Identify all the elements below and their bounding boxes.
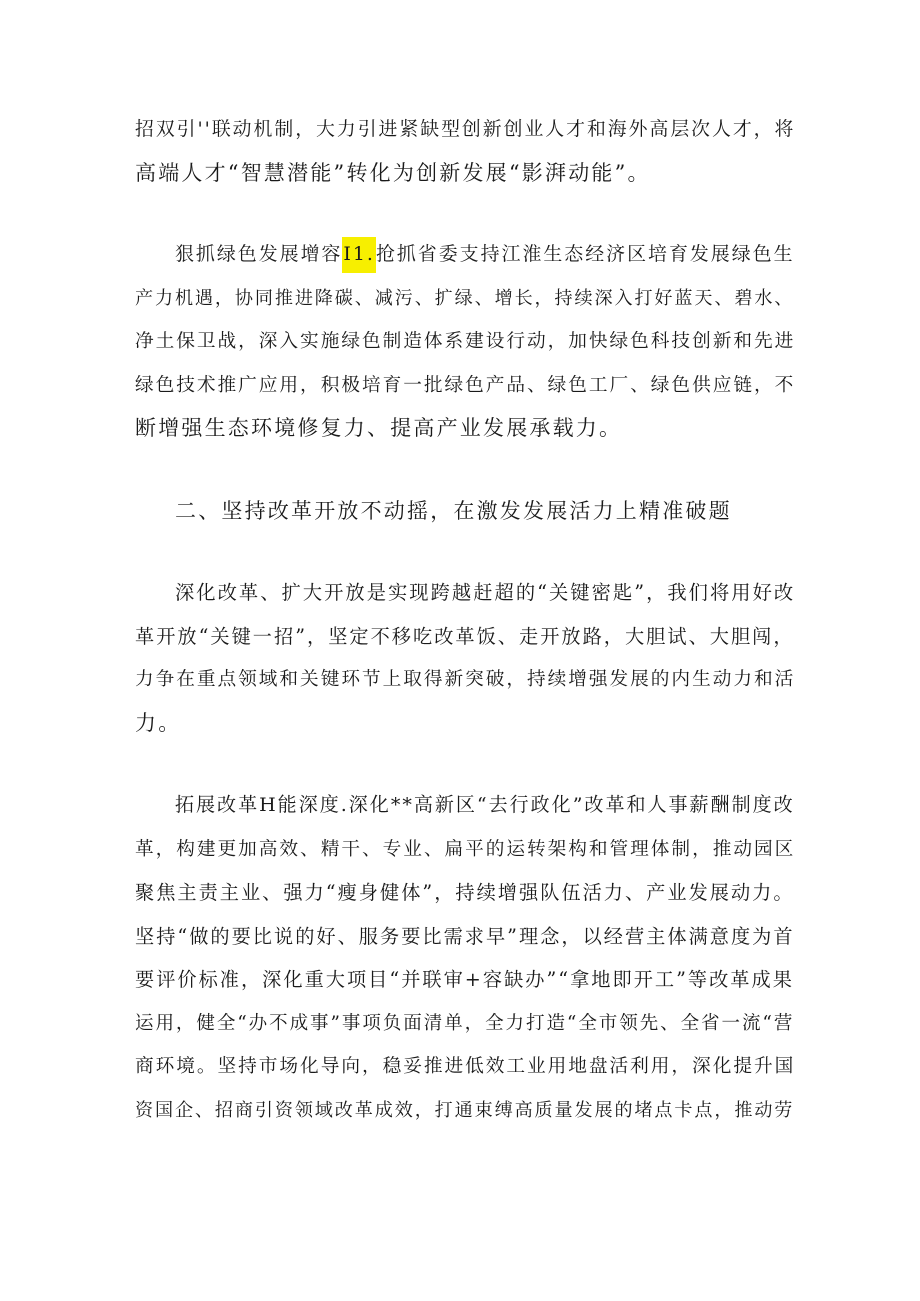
- paragraph-3: [135, 571, 795, 745]
- paragraph-2-line-1: [135, 233, 795, 277]
- paragraph-4-line-8: 资国企、招商引资领域改革成效，打通束缚高质量发展的堵点卡点，推动劳: [135, 1099, 795, 1121]
- paragraph-1-line-1: 招双引''联动机制，大力引进紧缺型创新创业人才和海外高层次人才，将: [135, 118, 796, 140]
- paragraph-3-line-3: 力争在重点领域和关键环节上取得新突破，持续增强发展的内生动力和活: [135, 669, 796, 690]
- paragraph-4-line-7: 商环境。坚持市场化导向，稳妥推进低效工业用地盘活利用，深化提升国: [135, 1056, 796, 1077]
- paragraph-3-line-4: 力。: [135, 710, 182, 735]
- paragraph-2-lead-continuation: 抢抓省委支持江淮生态经济区培育发展绿色生: [375, 243, 795, 265]
- paragraph-4-line-4: 坚持“做的要比说的好、服务要比需求早”理念，以经营主体满意度为首: [135, 924, 795, 948]
- paragraph-4-line-5: 要评价标准，深化重大项目“并联审+容缺办”“拿地即开工”等改革成果: [135, 968, 794, 991]
- paragraph-4-line-6: 运用，健全“办不成事”事项负面清单，全力打造“全市领先、全省一流“营: [135, 1012, 795, 1034]
- paragraph-4-line-2: 革，构建更加高效、精干、专业、扁平的运转架构和管理体制，推动园区: [135, 838, 796, 860]
- paragraph-4: [135, 784, 795, 1132]
- paragraph-1: [135, 108, 795, 195]
- paragraph-2-line-2: 产力机遇，协同推进降碳、减污、扩绿、增长，持续深入打好蓝天、碧水、: [135, 287, 795, 309]
- paragraph-4-line-1: 拓展改革H能深度.深化**高新区“去行政化”改革和人事薪酬制度改: [175, 794, 795, 816]
- paragraph-2-line-4: 绿色技术推广应用，积极培育一批绿色产品、绿色工厂、绿色供应链，不: [135, 374, 796, 396]
- paragraph-2-line-5: 断增强生态环境修复力、提高产业发展承载力。: [135, 416, 623, 440]
- paragraph-2: [135, 233, 795, 451]
- paragraph-1-line-2: 高端人才“智慧潜能”转化为创新发展“影湃动能”。: [135, 160, 651, 185]
- paragraph-4-line-3: 聚焦主责主业、强力“瘦身健体”，持续增强队伍活力、产业发展动力。: [135, 881, 795, 904]
- paragraph-2-line-3: 净土保卫战，深入实施绿色制造体系建设行动，加快绿色科技创新和先进: [135, 331, 796, 352]
- highlighted-text: I1.: [342, 237, 376, 273]
- paragraph-3-line-1: 深化改革、扩大开放是实现跨越赶超的“关键密匙”，我们将用好改: [175, 581, 796, 604]
- section-heading-text: 二、坚持改革开放不动摇，在激发发展活力上精准破题: [175, 499, 732, 523]
- paragraph-3-line-2: 革开放“关键一招”，坚定不移吃改革饭、走开放路，大胆试、大胆闯，: [135, 624, 795, 648]
- section-heading: [175, 490, 795, 534]
- paragraph-2-lead-text: 狠抓绿色发展增容: [175, 243, 343, 265]
